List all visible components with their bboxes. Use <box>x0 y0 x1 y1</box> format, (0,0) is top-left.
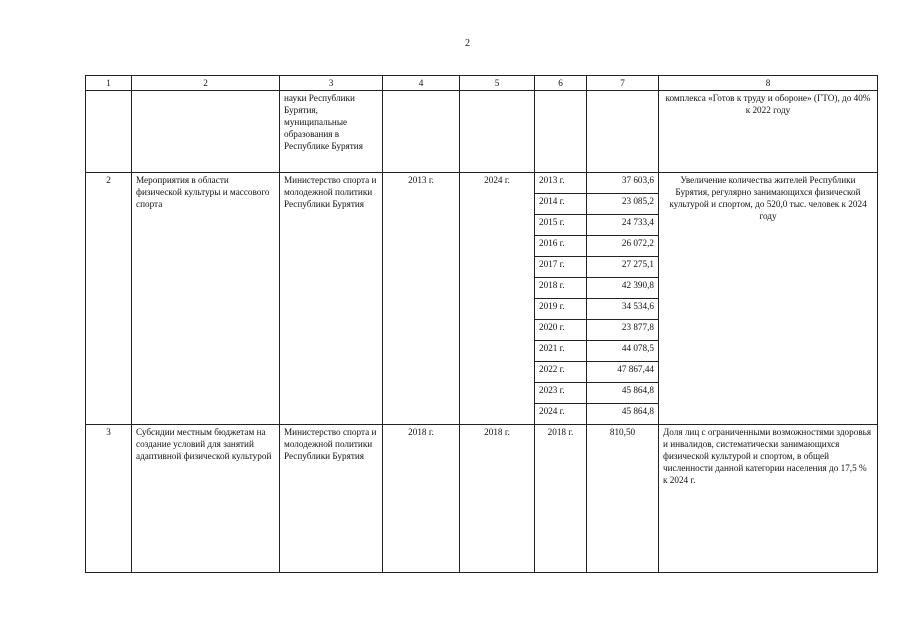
table-row <box>86 425 878 573</box>
row2-amount: 24 733,4 <box>587 215 659 236</box>
continuation-row <box>86 91 878 173</box>
row2-year: 2020 г. <box>535 320 587 341</box>
row3-end: 2018 г. <box>460 425 535 573</box>
table-row <box>86 173 878 194</box>
row2-amount: 37 603,6 <box>587 173 659 194</box>
row2-amount: 47 867,44 <box>587 362 659 383</box>
row2-amount: 45 864,8 <box>587 404 659 425</box>
row2-start: 2013 г. <box>383 173 460 425</box>
page-number: 2 <box>465 38 470 49</box>
row2-amount: 45 864,8 <box>587 383 659 404</box>
row2-year: 2024 г. <box>535 404 587 425</box>
row3-executor: Министерство спорта и молодежной политики Республики Бурятия <box>280 425 383 573</box>
row2-amount: 23 877,8 <box>587 320 659 341</box>
row2-amount: 44 078,5 <box>587 341 659 362</box>
header-cell-5: 5 <box>460 76 535 91</box>
header-cell-8: 8 <box>659 76 878 91</box>
row2-year: 2016 г. <box>535 236 587 257</box>
row2-amount: 23 085,2 <box>587 194 659 215</box>
row2-end: 2024 г. <box>460 173 535 425</box>
header-cell-1: 1 <box>86 76 132 91</box>
row2-year: 2013 г. <box>535 173 587 194</box>
header-cell-3: 3 <box>280 76 383 91</box>
continuation-executor: науки Республики Бурятия, муниципальные образования в Республике Бурятия <box>280 91 383 173</box>
row2-amount: 34 534,6 <box>587 299 659 320</box>
row2-number: 2 <box>86 173 132 425</box>
row2-year: 2023 г. <box>535 383 587 404</box>
row3-start: 2018 г. <box>383 425 460 573</box>
row2-year: 2018 г. <box>535 278 587 299</box>
row3-year: 2018 г. <box>535 425 587 573</box>
row3-amount: 810,50 <box>587 425 659 573</box>
header-cell-2: 2 <box>132 76 280 91</box>
row3-name: Субсидии местным бюджетам на создание условий для занятий адаптивной физической культурой <box>132 425 280 573</box>
row2-year: 2014 г. <box>535 194 587 215</box>
row2-name: Мероприятия в области физической культуры и массового спорта <box>132 173 280 425</box>
row2-executor: Министерство спорта и молодежной политики Республики Бурятия <box>280 173 383 425</box>
row2-year: 2015 г. <box>535 215 587 236</box>
row2-year: 2022 г. <box>535 362 587 383</box>
header-cell-7: 7 <box>587 76 659 91</box>
table-header-row <box>86 76 878 91</box>
row2-year: 2017 г. <box>535 257 587 278</box>
header-cell-4: 4 <box>383 76 460 91</box>
row2-amount: 26 072,2 <box>587 236 659 257</box>
row2-result: Увеличение количества жителей Республики Бурятия, регулярно занимающихся физической культурой и спортом, до 520,0 тыс. человек к 2024 году <box>659 173 878 425</box>
row2-amount: 42 390,8 <box>587 278 659 299</box>
row3-number: 3 <box>86 425 132 573</box>
header-cell-6: 6 <box>535 76 587 91</box>
measures-table <box>85 75 878 573</box>
continuation-result: комплекса «Готов к труду и обороне» (ГТО), до 40% к 2022 году <box>659 91 878 173</box>
row2-amount: 27 275,1 <box>587 257 659 278</box>
row2-year: 2021 г. <box>535 341 587 362</box>
row3-result: Доля лиц с ограниченными возможностями здоровья и инвалидов, систематически занимающихся физической культурой и спортом, в общей численности данной категории населения до 17,5 % к 2024 г. <box>659 425 878 573</box>
row2-year: 2019 г. <box>535 299 587 320</box>
